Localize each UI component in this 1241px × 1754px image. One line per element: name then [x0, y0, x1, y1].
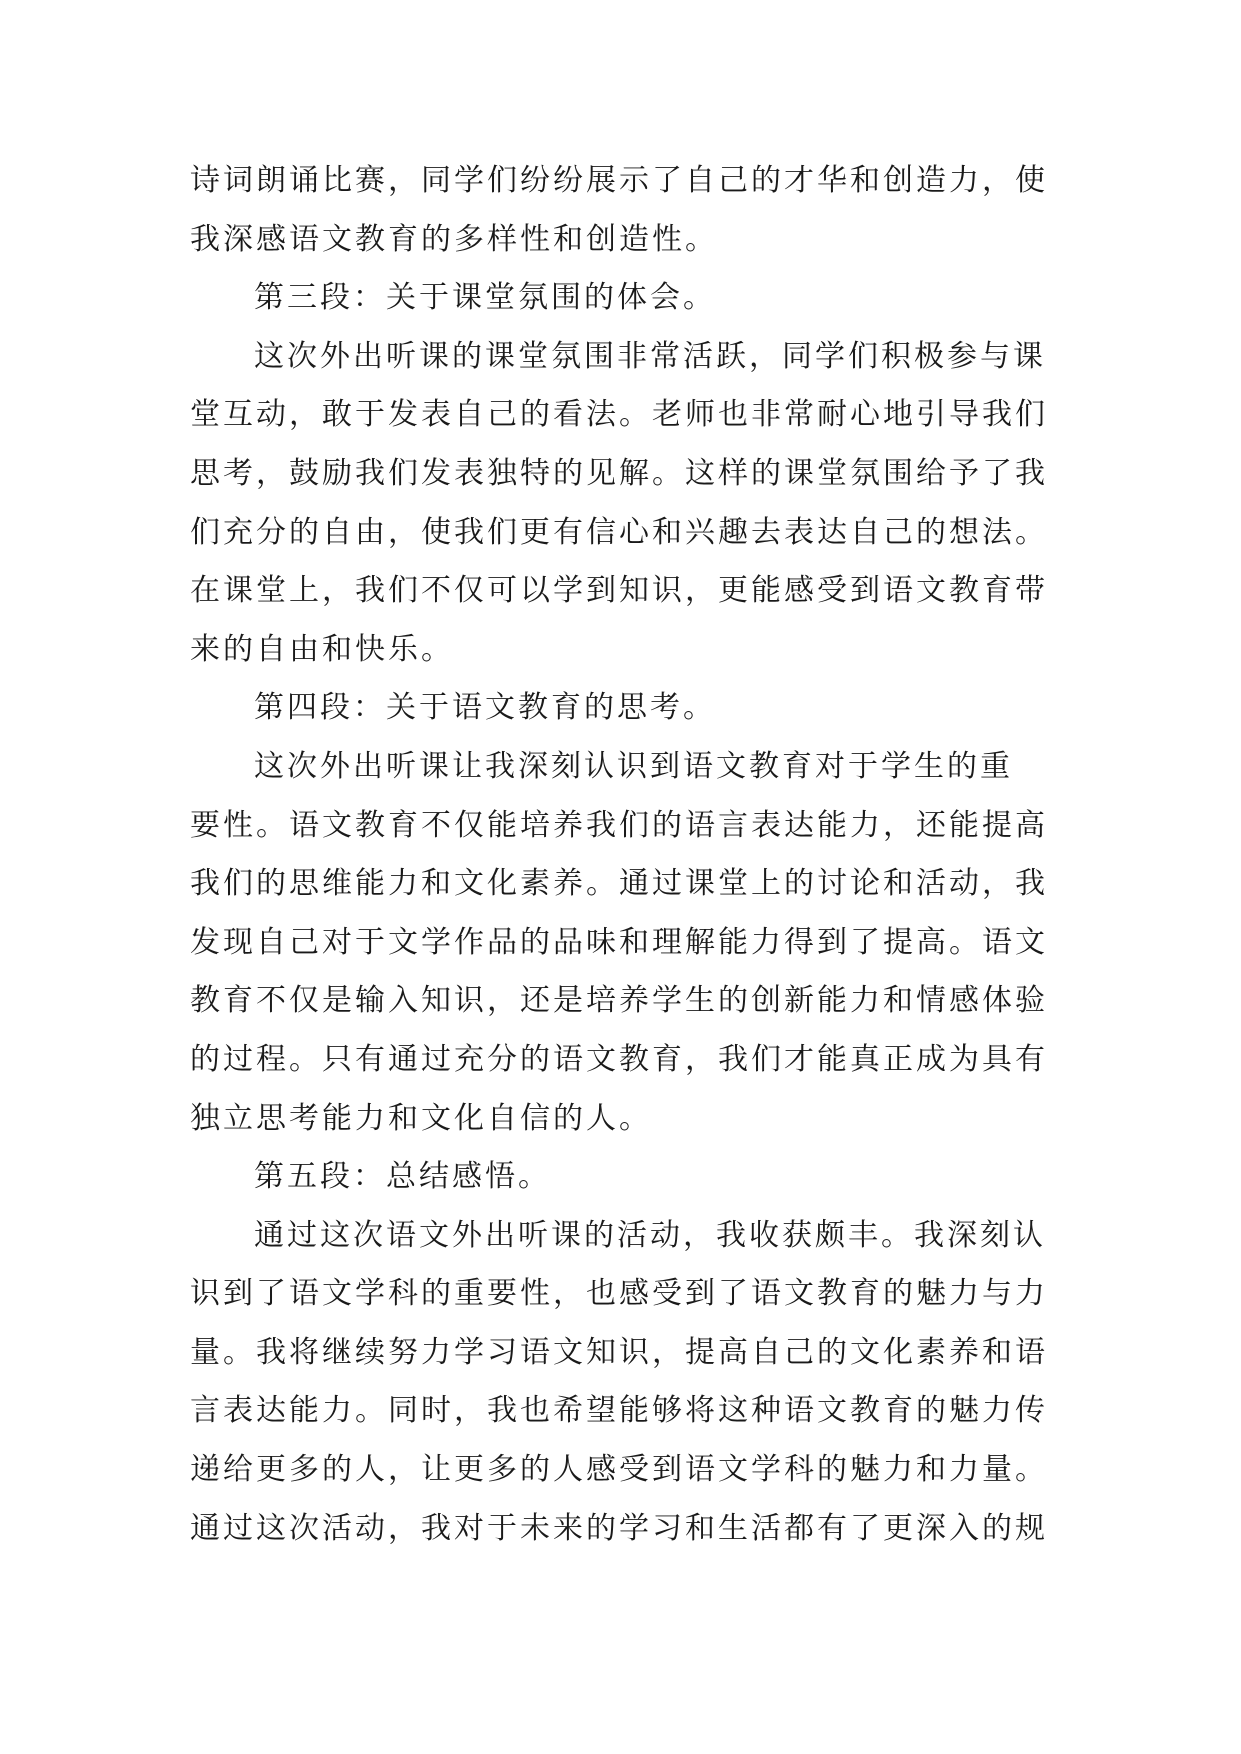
text-line: 我们的思维能力和文化素养。通过课堂上的讨论和活动，我	[190, 866, 1048, 902]
text-line: 量。我将继续努力学习语文知识，提高自己的文化素养和语	[190, 1334, 1048, 1370]
text-line: 的过程。只有通过充分的语文教育，我们才能真正成为具有	[190, 1041, 1048, 1077]
paragraph-first-line: 这次外出听课让我深刻认识到语文教育对于学生的重	[254, 748, 1013, 784]
text-line: 独立思考能力和文化自信的人。	[190, 1100, 652, 1136]
text-line: 们充分的自由，使我们更有信心和兴趣去表达自己的想法。	[190, 514, 1048, 550]
text-line: 诗词朗诵比赛，同学们纷纷展示了自己的才华和创造力，使	[190, 163, 1048, 198]
text-line: 要性。语文教育不仅能培养我们的语言表达能力，还能提高	[190, 807, 1048, 843]
paragraph-first-line: 这次外出听课的课堂氛围非常活跃，同学们积极参与课	[254, 338, 1046, 374]
text-line: 识到了语文学科的重要性，也感受到了语文教育的魅力与力	[190, 1276, 1048, 1312]
text-line: 堂互动，敢于发表自己的看法。老师也非常耐心地引导我们	[190, 397, 1048, 433]
text-line: 在课堂上，我们不仅可以学到知识，更能感受到语文教育带	[190, 573, 1048, 609]
text-line: 递给更多的人，让更多的人感受到语文学科的魅力和力量。	[190, 1452, 1048, 1488]
text-line: 教育不仅是输入知识，还是培养学生的创新能力和情感体验	[190, 983, 1048, 1019]
text-line: 我深感语文教育的多样性和创造性。	[190, 221, 718, 257]
paragraph-first-line: 第三段：关于课堂氛围的体会。	[254, 280, 716, 316]
text-line: 言表达能力。同时，我也希望能够将这种语文教育的魅力传	[190, 1393, 1048, 1429]
paragraph-first-line: 第五段：总结感悟。	[254, 1159, 551, 1195]
text-line: 思考，鼓励我们发表独特的见解。这样的课堂氛围给予了我	[190, 455, 1048, 491]
text-line: 发现自己对于文学作品的品味和理解能力得到了提高。语文	[190, 924, 1048, 960]
text-line: 通过这次活动，我对于未来的学习和生活都有了更深入的规	[190, 1510, 1048, 1546]
document-body	[190, 152, 1050, 1558]
paragraph-first-line: 通过这次语文外出听课的活动，我收获颇丰。我深刻认	[254, 1217, 1046, 1253]
text-line: 来的自由和快乐。	[190, 631, 454, 667]
paragraph-first-line: 第四段：关于语文教育的思考。	[254, 690, 716, 726]
